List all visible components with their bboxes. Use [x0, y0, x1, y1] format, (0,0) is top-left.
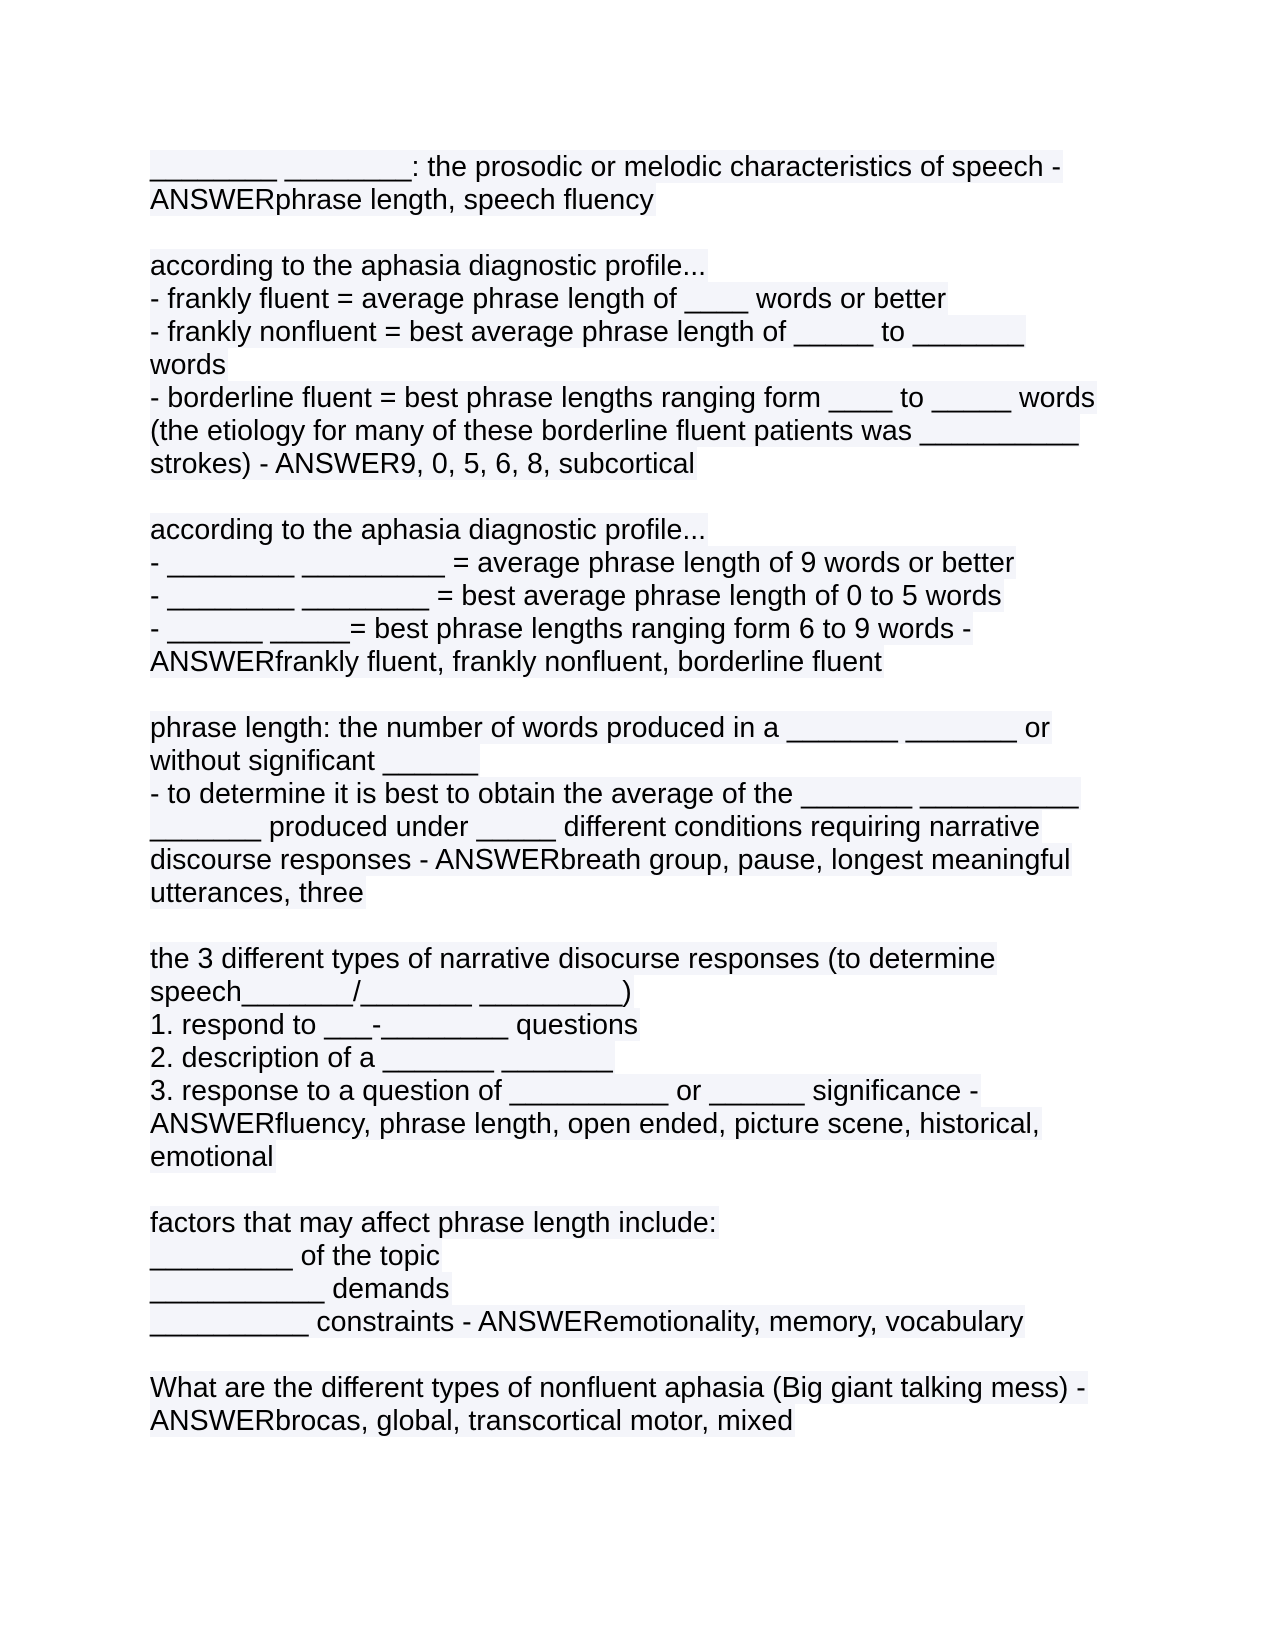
- text-line: [150, 942, 1150, 975]
- text-line: [150, 1371, 1150, 1404]
- text-line: [150, 348, 1150, 381]
- question-text: according to the aphasia diagnostic profile...: [150, 514, 707, 546]
- text-line: [150, 777, 1150, 810]
- question-text: factors that may affect phrase length include:: [150, 1207, 717, 1239]
- question-text: _________ of the topic: [150, 1240, 440, 1272]
- text-line: [150, 1008, 1150, 1041]
- flashcard-adp-categories: [150, 513, 1150, 678]
- text-line: [150, 711, 1150, 744]
- text-line: [150, 282, 1150, 315]
- text-line: [150, 1206, 1150, 1239]
- text-line: [150, 1404, 1150, 1437]
- question-text: the 3 different types of narrative disocurse responses (to determine: [150, 943, 996, 975]
- text-line: [150, 546, 1150, 579]
- answer-text: ANSWERphrase length, speech fluency: [150, 184, 654, 216]
- text-line: [150, 645, 1150, 678]
- question-text: - ______ _____= best phrase lengths ranging form 6 to 9 words -: [150, 613, 972, 645]
- text-line: [150, 1305, 1150, 1338]
- text-line: [150, 1272, 1150, 1305]
- text-line: [150, 744, 1150, 777]
- question-text: 1. respond to ___-________ questions: [150, 1009, 639, 1041]
- text-line: [150, 612, 1150, 645]
- question-text: - ________ _________ = average phrase length of 9 words or better: [150, 547, 1015, 579]
- question-text: ___________ demands: [150, 1273, 450, 1305]
- question-text: - borderline fluent = best phrase lengths ranging form ____ to _____ words: [150, 382, 1096, 414]
- text-line: [150, 1074, 1150, 1107]
- flashcard-nonfluent-aphasia-types: [150, 1371, 1150, 1437]
- text-line: [150, 1107, 1150, 1140]
- text-line: [150, 447, 1150, 480]
- question-text: (the etiology for many of these borderline fluent patients was __________: [150, 415, 1079, 447]
- question-text: - ________ ________ = best average phrase length of 0 to 5 words: [150, 580, 1002, 612]
- question-text: without significant ______: [150, 745, 478, 777]
- answer-text: ANSWERbrocas, global, transcortical motor, mixed: [150, 1405, 794, 1437]
- text-line: [150, 876, 1150, 909]
- text-line: [150, 843, 1150, 876]
- question-text: ________ ________: the prosodic or melodic characteristics of speech -: [150, 151, 1061, 183]
- text-line: [150, 414, 1150, 447]
- question-text: What are the different types of nonfluent aphasia (Big giant talking mess) -: [150, 1372, 1086, 1404]
- question-text: _______ produced under _____ different conditions requiring narrative: [150, 811, 1040, 843]
- text-line: [150, 249, 1150, 282]
- answer-text: ANSWERfrankly fluent, frankly nonfluent, borderline fluent: [150, 646, 882, 678]
- question-text: according to the aphasia diagnostic profile...: [150, 250, 707, 282]
- text-line: [150, 315, 1150, 348]
- text-line: [150, 381, 1150, 414]
- question-text: - frankly fluent = average phrase length of ____ words or better: [150, 283, 947, 315]
- question-text: - to determine it is best to obtain the average of the _______ __________: [150, 778, 1079, 810]
- question-text: - frankly nonfluent = best average phrase length of _____ to _______: [150, 316, 1024, 348]
- text-line: [150, 1239, 1150, 1272]
- flashcard-adp-phrase-lengths: [150, 249, 1150, 480]
- question-text: phrase length: the number of words produced in a _______ _______ or: [150, 712, 1050, 744]
- flashcard-phrase-length-factors: [150, 1206, 1150, 1338]
- answer-text: utterances, three: [150, 877, 364, 909]
- question-text: speech_______/_______ _________): [150, 976, 632, 1008]
- flashcard-narrative-discourse-types: [150, 942, 1150, 1173]
- answer-text: discourse responses - ANSWERbreath group, pause, longest meaningful: [150, 844, 1071, 876]
- question-text: 2. description of a _______ _______: [150, 1042, 613, 1074]
- question-text: words: [150, 349, 227, 381]
- answer-text: strokes) - ANSWER9, 0, 5, 6, 8, subcortical: [150, 448, 695, 480]
- text-line: [150, 1041, 1150, 1074]
- text-line: [150, 183, 1150, 216]
- question-text: 3. response to a question of __________ or ______ significance -: [150, 1075, 979, 1107]
- flashcard-prosody: [150, 150, 1150, 216]
- text-line: [150, 810, 1150, 843]
- answer-text: ANSWERfluency, phrase length, open ended, picture scene, historical,: [150, 1108, 1040, 1140]
- text-line: [150, 579, 1150, 612]
- text-line: [150, 513, 1150, 546]
- text-line: [150, 150, 1150, 183]
- answer-text: __________ constraints - ANSWERemotionality, memory, vocabulary: [150, 1306, 1024, 1338]
- text-line: [150, 1140, 1150, 1173]
- flashcard-phrase-length-definition: [150, 711, 1150, 909]
- answer-text: emotional: [150, 1141, 274, 1173]
- text-line: [150, 975, 1150, 1008]
- document-page: [150, 150, 1150, 1470]
